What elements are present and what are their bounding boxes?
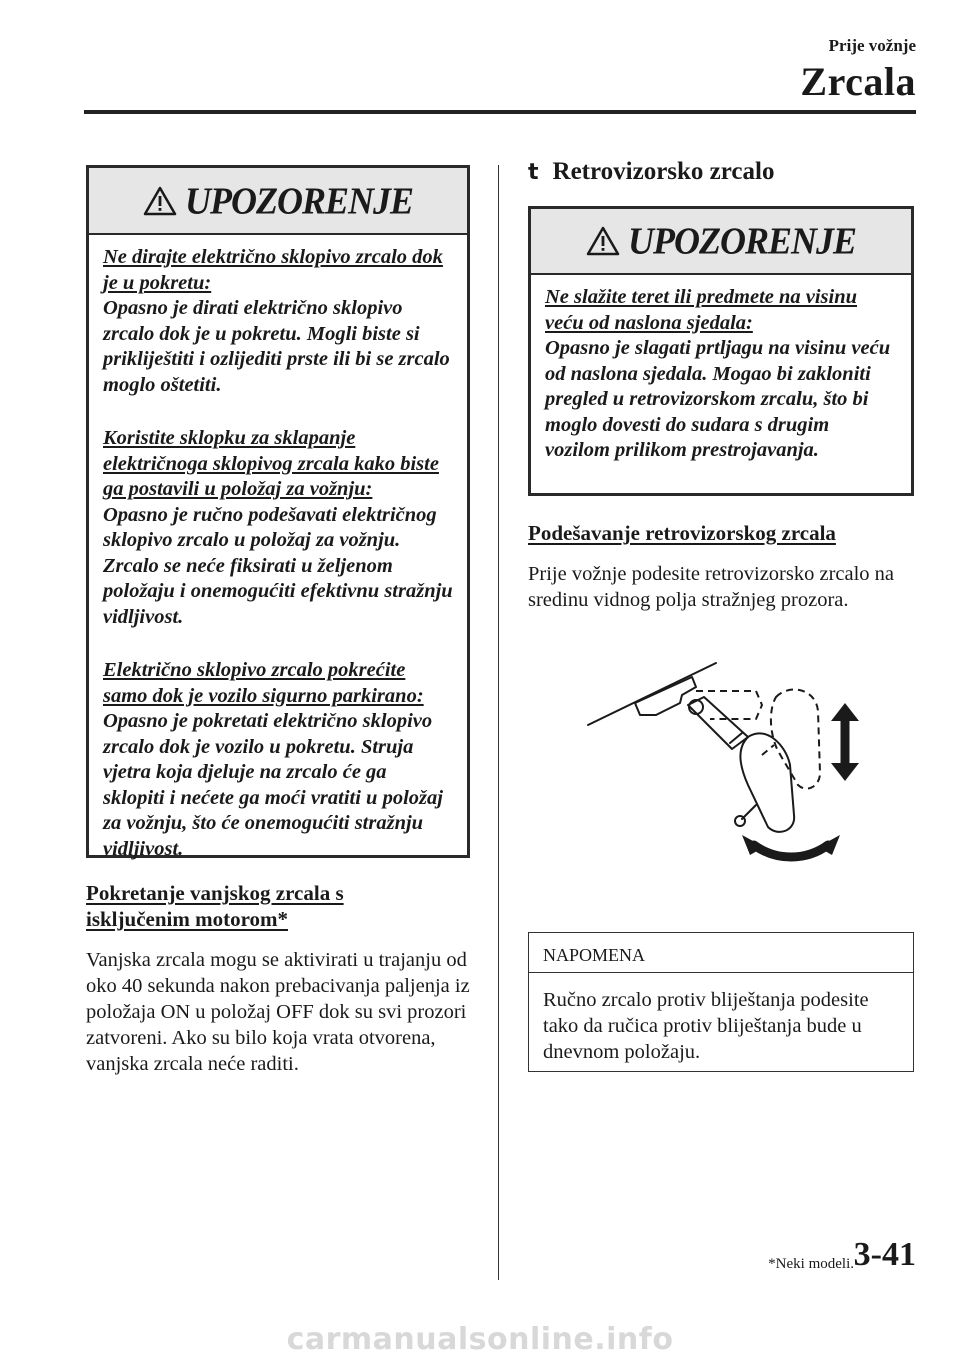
rearview-heading-text: Retrovizorsko zrcalo <box>552 158 775 185</box>
warning-triangle-icon <box>143 186 177 216</box>
warning-block-text: Opasno je pokretati električno sklopivo zrcalo dok je vozilo u pokretu. Struja vjetra koja djeluje na zrcalo će ga sklopiti i nećete ga moći vratiti u položaj za vožnju, što će onemogućiti stražnju vidljivost. <box>103 710 443 860</box>
warning-block <box>103 658 453 862</box>
note-heading: NAPOMENA <box>529 933 913 973</box>
warning-block-title: Ne slažite teret ili predmete na visinu veću od naslona sjedala: <box>545 286 858 334</box>
warning-block-text: Opasno je slagati prtljagu na visinu veću od naslona sjedala. Mogao bi zakloniti pregled u retrovizorskom zrcalu, što bi moglo dovesti do sudara s drugim vozilom prilikom prestrojavanja. <box>545 337 891 461</box>
warning-heading: UPOZORENJE <box>627 220 856 262</box>
section-label: Prije vožnje <box>828 36 916 55</box>
warning-heading: UPOZORENJE <box>184 179 413 222</box>
section-bullet: t <box>528 160 539 185</box>
warning-header <box>89 168 467 235</box>
page-title: Zrcala <box>800 59 916 104</box>
header-rule <box>84 110 916 114</box>
engine-off-heading: Pokretanje vanjskog zrcala s isključenim motorom* <box>86 881 344 931</box>
warning-block-text: Opasno je dirati električno sklopivo zrcalo dok je u pokretu. Mogli biste si prikliještiti i ozlijediti prste ili bi se zrcalo moglo oštetiti. <box>103 297 450 396</box>
left-warning-box <box>86 165 470 858</box>
footnote: *Neki modeli. <box>768 1256 854 1272</box>
note-text: Ručno zrcalo protiv bliještanja podesite tako da ručica protiv bliještanja bude u dnevnom položaju. <box>543 989 869 1063</box>
warning-block <box>103 245 453 398</box>
warning-block-title: Ne dirajte električno sklopivo zrcalo dok je u pokretu: <box>103 246 443 294</box>
watermark: carmanualsonline.info <box>286 1322 674 1357</box>
page-number: 3-41 <box>853 1236 916 1273</box>
warning-body <box>531 275 911 464</box>
warning-body <box>89 235 467 862</box>
rearview-mirror-illustration <box>580 655 880 870</box>
warning-block <box>103 426 453 630</box>
engine-off-text: Vanjska zrcala mogu se aktivirati u trajanju od oko 40 sekunda nakon prebacivanja paljenja iz položaja ON u položaj OFF dok su svi prozori zatvoreni. Ako su bilo koja vrata otvorena, vanjska zrcala neće raditi. <box>86 949 470 1075</box>
warning-block-title: Koristite sklopku za sklapanje električnoga sklopivog zrcala kako biste ga postavili u položaj za vožnju: <box>103 427 439 500</box>
adjust-text: Prije vožnje podesite retrovizorsko zrcalo na sredinu vidnog polja stražnjeg prozora. <box>528 563 895 611</box>
warning-header <box>531 209 911 275</box>
warning-block-text: Opasno je ručno podešavati električnog sklopivo zrcalo u položaj za vožnju. Zrcalo se neće fiksirati u željenom položaju i onemogućiti efektivnu stražnju vidljivost. <box>103 503 453 628</box>
warning-block-title: Električno sklopivo zrcalo pokrećite samo dok je vozilo sigurno parkirano: <box>103 659 424 707</box>
warning-triangle-icon <box>586 226 620 256</box>
rearview-warning-box <box>528 206 914 496</box>
note-box <box>528 932 914 1072</box>
adjust-heading: Podešavanje retrovizorskog zrcala <box>528 521 836 545</box>
column-divider <box>498 165 499 1280</box>
rearview-section-heading <box>528 158 774 186</box>
